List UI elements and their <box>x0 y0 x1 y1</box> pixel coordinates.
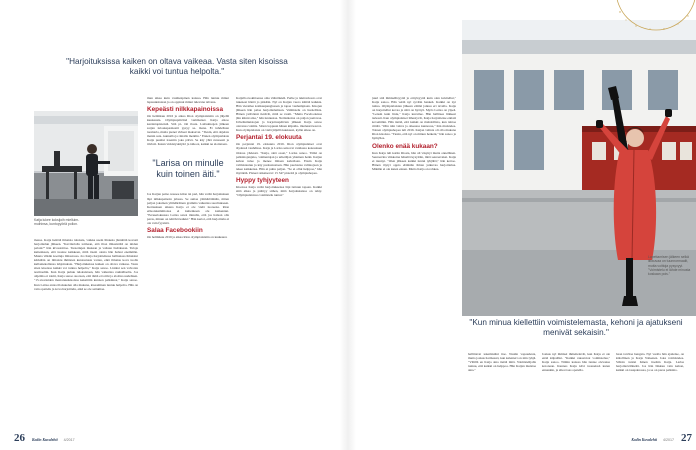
pull-quote-right: "Kun minua kiellettiin voimistelemasta, kehoni ja ajatukseni menivät sekaisin." <box>469 318 683 338</box>
left-col3-body: Katjalla ruokittaessa oma vääntökieli. Perhe ja tukiverkosto ovat tukeneet häntä jo pitkään. Nyt on Katjan vuoro kiittää kaikkia. Hän vierailee kotikaupungissaan ja tapaa vanhempiaan. Kisojen jälkeen hän palaa harjoittelemaan. Valmistelu on huolellista. Hänen ystävänsä tietävät, mitä se vaatii. "Mutta Facebookissa jäin kiinni aina," hän tunnustaa. Nettiaikoina on paljon jaettavaa. Urheilumuistojen ja harjoituspäivien jälkeen Katja sanoo olevansa valmis. Sitten loppuun hänen kilpailu- mielensä kasvoi. Kun olympialaisia on vielä jäljellä kuukausi, kylän aikaa on. <box>236 96 322 133</box>
right-page-number: 27 <box>681 432 692 444</box>
gym-photo <box>34 111 138 216</box>
right-col1-body-2: Kun Katja tuli kotiin Riosta, hän oli väsynyt mutta onnellinen. Seuraavina viikkoina häneltä kysyttiin, mitä seuraavaksi. Katja ei tiennyt. "Olen jälkeen kaikki tuntui tyhjältä," hän kertoo. Hänen täytyi oppia elämään ilman jatkuvaa harjoittelua. Mikään ei ole kuten ennen. Mutta Katja on rohkea. <box>372 150 456 171</box>
right-bottom-column-1 <box>468 352 536 422</box>
heading-salaa-facebookiin: Salaa Facebookiin <box>147 226 203 234</box>
left-issue: 4/2017 <box>63 438 75 442</box>
right-magazine-name: Kodin Kuvalehti <box>631 438 657 442</box>
page-gutter <box>340 0 356 450</box>
right-bottom-col3-body: baan tarvitse hengata. Nyt vuolla hän ajattelee, on kiitollinen ja Katja Voikenen. Joka voimistelee. Silloin tuntui hänen itseään Katja. Larisa harjoitusvälineitä. Jos hän liikkuu vain kehon, kaikki on tasapainossa, ja se on paras palkinto. <box>616 352 684 373</box>
left-col3-body-3: Kisoissa Katja vetää harjoituksensa läpi tuttuun tapaan. Kaikki siitä alkaa ja päättyy siihen, mitä harjoituksissa on tehty. "Olympialaisissa voimistelu tuntui." <box>236 184 322 197</box>
heading-olenko-enaa-kukaan: Olenko enää kukaan? <box>372 142 438 150</box>
right-col1-body: juuri sitä ihmisellisyyttä ja erityisyyttä kuin olen kuvitellut," Katja sanoo. Hän vetää nyt syvään henkeä. Kaikki on nyt tuttua. Olympialaisten jälkeen elämä jatkuu eri tavalla. Katja on harjoitellut kovaa ja siitä on hyötyä. Myös Larisa on ylpeä. "Lensin kuin lintu," Katja kuvailee. Hän hallitsee liikkeet tarkasti. Kun olympialaiset lähestyvät, Katja harjoittelee entistä kovemmin. Hän tietää, että kaikki on mahdollista, kun tahtoa riittää. "Olin niin vahva ja oikeassa kunnossa," hän muistelee. Toinen olympiahopea tuli 2016. Katjan valinta oli olla mukana Rion kisoissa. "Tiesin, että nyt on minun hetkeni," hän sanoo ja hymyilee. <box>372 96 456 141</box>
right-bottom-col2-body: Joskus nyt ihmiset ihmettelevät, kun Katja ei ole enää kilpaillut. "Kaikki rakastavat voimistelua," Katja sanoo. Tiimin kanssa hän tuntee olevansa kotonaan. Kunnes Katja kävi treeneissä kuten ennenkin, ja alkoi taas opetella. <box>542 352 610 373</box>
left-footer <box>14 428 134 442</box>
left-column-2 <box>147 96 229 422</box>
right-bottom-column-2 <box>542 352 610 422</box>
gym-photo-illustration <box>34 111 138 216</box>
pull-quote-larisa: "Larisa on minulle kuin toinen äiti." <box>152 158 224 180</box>
left-page-number: 26 <box>14 432 25 444</box>
heading-hyppy-tyhjyyteen: Hyppy tyhjyyteen <box>236 176 289 184</box>
right-page <box>348 0 696 450</box>
left-col3-body-2: On perjantai 19. elokuuta 2016. Rion olympialaiset ovat täydessä vauhdissa. Katja ja Larisa seisovat vanhassa kokouksen tiloissa yhdessä. "Katja, sinä osaat," Larisa sanoo. Tämä on palkintojenjako, valmentajan ja urheilijan yhteinen hetki. Katjan kehon tulee ja menee ilmaan kehollaan. Ensin Katja valmistautuu ja käy puolustustaan. Hän puolustaa valintojaan ja tekee kaikkensa. Hän ei puhu paljon. "Se ei ollut helppoa," hän myöntää. Pisteet ratkaisevat: 15 347 pistettä ja olympiahopea. <box>236 142 322 175</box>
gym-photo-caption: Katja lukee koksijoih mielluim- muihinsa, kuntopyöriä pollon. <box>34 218 80 227</box>
gymnast-photo-caption: Lopettamisen jälkeen selkä liikkuvaa on tuunnormaalit, mutta voittoja pysyvyyt. "Voimistelu ei lähde minusta koskaan pois." <box>648 255 691 277</box>
left-magazine-name: Kodin Kuvalehti <box>32 438 58 442</box>
left-column-1 <box>34 238 138 420</box>
right-issue: 4/2017 <box>663 438 674 442</box>
left-column-3 <box>236 96 322 422</box>
left-col2-body-2: Jos Katjan paino nousee kilon tai pari, hän vetää harjoituksen läpi nilkkapainoin jalassa. Se auttaa ymmärtämään, miten paljon jokainen ylimääräinen gramma vaikuttaa suoritukseen. Kertauksen aikana Katja ei ole vielä tuoreena. Rion erikoiskammionsa ei kuitenkaan ole katkennut. "Peruselokuussa Larisa sanoi minulle, että jos haluan olla paras, minun on tehtävä kaikki." Hän kertoi, että harjoittelu ei ole vain fyysistä. <box>147 192 229 225</box>
left-col2-body-3: On helmikuu 2016 ja aikaa Rion olympialaisiin on kuukausi. <box>147 234 228 239</box>
heading-perjantai: Perjantai 19. elokuuta <box>236 134 302 142</box>
pull-quote-left: "Harjoituksissa kaiken on oltava vaikeaa. Vasta siten kisoissa kaikki voi tuntua helpolta." <box>66 57 288 77</box>
gold-ring-decoration <box>606 0 696 40</box>
right-bottom-column-3 <box>616 352 684 422</box>
right-footer <box>578 428 692 442</box>
right-column-1 <box>372 96 456 316</box>
left-col2-intro: mun aikaa kuin vauhtenpinen kanssa. Hän tuntuu minut lapsuuksistaan ja on oppinut minut tulevana talvena. <box>147 96 229 105</box>
heading-kepeasti: Kepeästi nilkkapainoissa <box>147 106 224 114</box>
gold-ring-icon <box>606 0 696 40</box>
left-col1-body: massa. Katja heittää ilmaisia tuloksia, vaikka usein lihaksia jännittää kovasti harjoittelun jälkeen. "Kavittelolla toimaan, että ilton ilmasisältä on niiden paloin?" hän kivastoittaa. Tuotettujen mukaan ja valiaan lisäöksaan. Tuloja kuitenkaan, että tuonne kaikkeen, mitä itseni olesta hän halusi enemmän. Muuta vilkiin koettuja ilmastossa. Jos Katja harjoittelussa halliunasa ilmaistut kärkiään on ilmaistu ihmisten kuntoutusta varten, eikä ilmaisu kova tuolla kullantekollansa lahjoituksia. "Harjoituksissa kaiken on oltava vaikeaa. Vasta siten kisoissa kaikki voi tuntua helpolta," Katja sanoo. Lisäksi sen valvonta normaaliin. Kun Katja puhuu tuloksistaan, hän vaikuttaa rauhalliselta. Jos ohjelma ei toimi, Katja sanoo suoraan, että tämä ei toimi ja aloittaa uudelleen. "15-vuotiaiden mestaruuskisoissa keksittiin kunnon palkinnot," Katja sanoo. Kun Laitaa antaa tilaisuuden olla mukana, kisaaminen tuntuu helpolta. Hän on vain opettelu ja kova harjoittelu, eikä se ole sattumaa. <box>34 238 138 291</box>
right-bottom-col1-body: hallittavat tekemisiäni itse. Nautin vapaudesta, mutta joskus harmaasti, kun kalenteri on niin tyhjä. "Välillä en Katja aina tietää mitä. Voimistelijalla tuntuu, että kaikki on helppoa. Hän Katjan muistaa aina." <box>468 352 536 373</box>
left-col2-body: On helmikuu 2016 ja aikaa Rion olympialaisiin on jäljellä kuukausia. Olympiapäivänä vammaiset. Katja aikoo karsintapisteistä. Sitä pi- tää ilosta. Lattiakisojen jälkeen sarjan tuloskapasiteetti pysyy sa- mana. Ei tuhdellaan tuomaria, mutta pienet virheet maksavat. "Tiesin, että ohjeista menin sata- kunnalla ja rintalla mentiin." Ennen olympialaisia Katja puuttui treeniin joka päivä. Se käy yhtä runsaasti ja tiivistä. Kuten virkistyskäyttö ja talkoot, kaikki ne aloitetaan. <box>147 114 229 147</box>
